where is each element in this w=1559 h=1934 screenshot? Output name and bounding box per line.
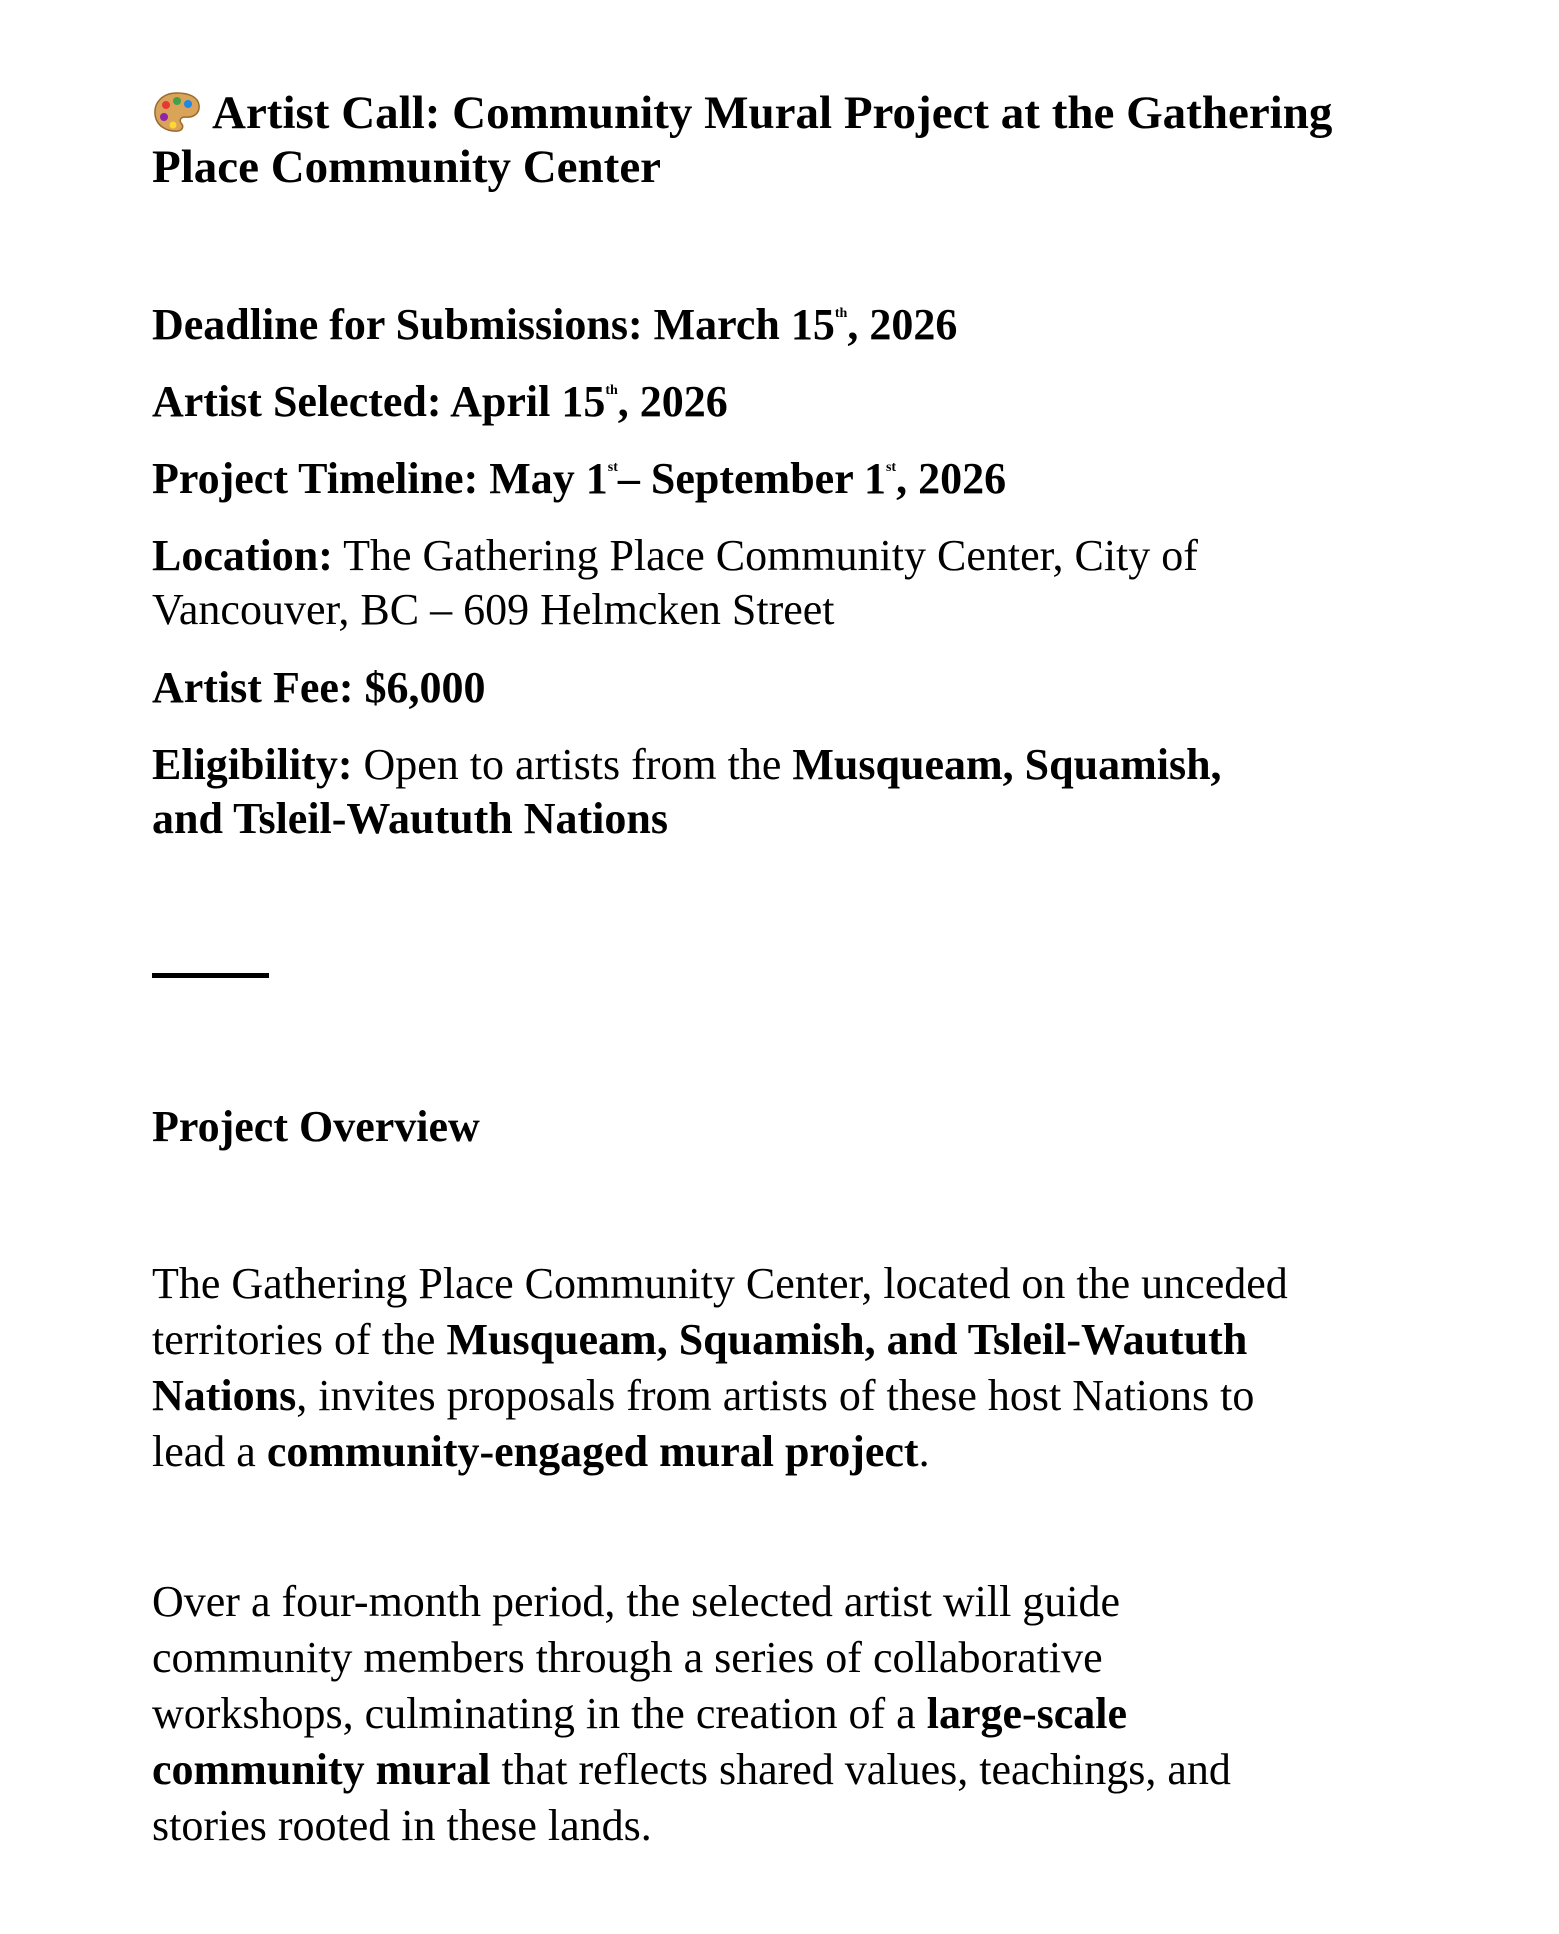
- p2-line-5: stories rooted in these lands.: [152, 1801, 652, 1850]
- artist-selected-year: , 2026: [617, 377, 728, 426]
- location-line-2: Vancouver, BC – 609 Helmcken Street: [152, 585, 835, 634]
- timeline-year: , 2026: [896, 454, 1007, 503]
- eligibility-line: [152, 738, 1412, 846]
- p2-line-1: Over a four-month period, the selected artist will guide: [152, 1577, 1121, 1626]
- deadline-line: [152, 298, 1412, 352]
- eligibility-label: Eligibility:: [152, 740, 353, 789]
- p1-line-4b: community-engaged mural project: [266, 1427, 919, 1476]
- overview-paragraph-1: [152, 1256, 1412, 1480]
- p2-line-3a: workshops, culminating in the creation of a: [152, 1689, 927, 1738]
- artist-fee-line: [152, 661, 1412, 715]
- deadline-year: , 2026: [847, 300, 958, 349]
- p2-line-3b: large-scale: [926, 1689, 1128, 1738]
- eligibility-text: Open to artists from the: [352, 740, 793, 789]
- p2-line-4b: that reflects shared values, teachings, and: [490, 1745, 1231, 1794]
- p1-line-3b: , invites proposals from artists of these host Nations to: [296, 1371, 1255, 1420]
- project-timeline-line: [152, 452, 1412, 506]
- p1-line-2a: territories of the: [152, 1315, 447, 1364]
- location-label: Location:: [152, 531, 333, 580]
- overview-paragraph-2: [152, 1574, 1412, 1854]
- timeline-end-sup: st: [885, 460, 897, 475]
- p2-line-4a: community mural: [152, 1745, 491, 1794]
- p1-line-3a: Nations: [152, 1371, 297, 1420]
- timeline-end: – September 1: [617, 454, 886, 503]
- timeline-start: Project Timeline: May 1: [152, 454, 608, 503]
- p1-line-2b: Musqueam, Squamish, and Tsleil-Waututh: [446, 1315, 1248, 1364]
- location-line-1: The Gathering Place Community Center, City of: [332, 531, 1198, 580]
- project-overview-heading: Project Overview: [152, 1102, 480, 1151]
- title-line-2: Place Community Center: [152, 141, 662, 193]
- title-line-1: Artist Call: Community Mural Project at the Gathering: [212, 87, 1333, 139]
- artist-palette-icon: [152, 90, 202, 134]
- artist-selected-sup: th: [605, 383, 618, 398]
- timeline-start-sup: st: [607, 460, 618, 475]
- section-divider: [152, 973, 269, 978]
- artist-selected-text: Artist Selected: April 15: [152, 377, 606, 426]
- p1-line-4c: .: [918, 1427, 930, 1476]
- p1-line-1: The Gathering Place Community Center, located on the unceded: [152, 1259, 1288, 1308]
- deadline-text: Deadline for Submissions: March 15: [152, 300, 835, 349]
- deadline-sup: th: [834, 306, 848, 321]
- artist-fee-text: Artist Fee: $6,000: [152, 663, 486, 712]
- page-title: [152, 86, 1412, 194]
- eligibility-nations-1: Musqueam, Squamish,: [792, 740, 1222, 789]
- p2-line-2: community members through a series of collaborative: [152, 1633, 1103, 1682]
- eligibility-nations-2: and Tsleil-Waututh Nations: [152, 794, 668, 843]
- p1-line-4a: lead a: [152, 1427, 267, 1476]
- location-line: [152, 529, 1412, 637]
- artist-selected-line: [152, 375, 1412, 429]
